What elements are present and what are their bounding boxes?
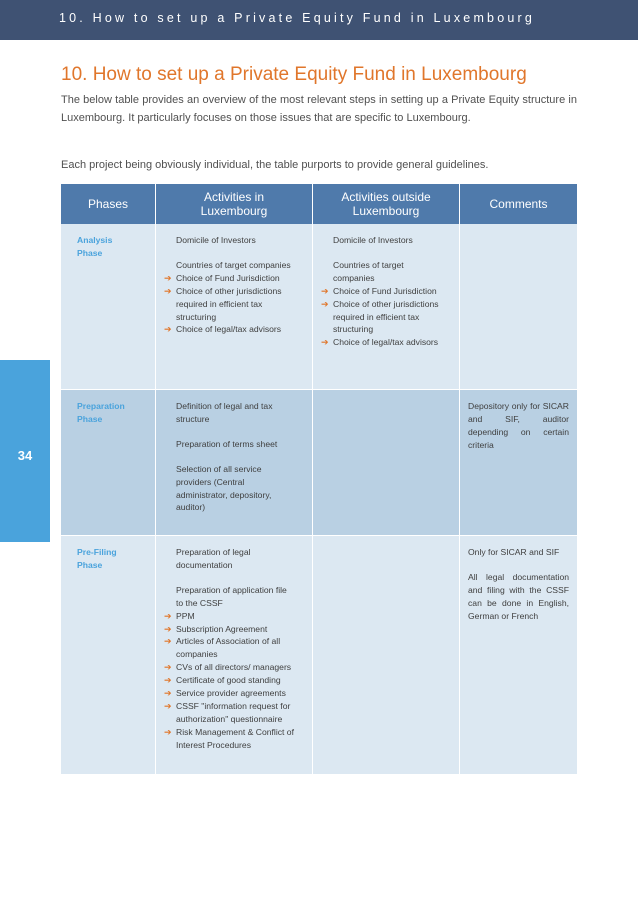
header-phases: Phases [61,184,156,224]
bullet-item: ➔ Subscription Agreement [164,623,268,634]
outside-activities-cell [313,224,460,389]
phase-cell [61,536,156,774]
arrow-right-icon: ➔ [164,324,172,335]
activity-text: Domicile of Investors [333,235,413,245]
header-activities-lux-label: Activities in Luxembourg [200,190,268,218]
arrow-right-icon: ➔ [164,636,172,647]
comment-text: All legal documentation and filing with the CSSF can be done in English, German or French [468,571,569,621]
phase-cell [61,390,156,535]
lux-activities-cell [156,390,313,535]
comments-cell [460,536,577,774]
phase-cell [61,224,156,389]
bullet-item: ➔ Choice of legal/tax advisors [321,337,439,348]
lux-activities-cell [156,536,313,774]
activity-text: Countries of target companies [176,259,291,270]
arrow-right-icon: ➔ [164,662,172,673]
arrow-right-icon: ➔ [164,285,172,296]
bullet-item: ➔ Risk Management & Conflict of Interest Procedures [164,726,294,750]
activity-text: Countries of target companies [333,259,404,283]
header-comments: Comments [489,197,548,211]
arrow-right-icon: ➔ [164,272,172,283]
table-row [61,389,577,535]
table-row [61,224,577,389]
bullet-item: ➔ Articles of Association of all companies [164,636,281,660]
bullet-item: ➔ Choice of other jurisdictions required in efficient tax structuring [164,285,282,322]
bullet-item: ➔ PPM [164,610,195,621]
header-title: 10. How to set up a Private Equity Fund in Luxembourg [59,11,536,25]
intro-note: Each project being obviously individual, the table purports to provide general guidelines. [61,159,489,171]
arrow-right-icon: ➔ [164,688,172,699]
arrow-right-icon: ➔ [321,337,329,348]
page-number: 34 [17,448,33,463]
bullet-item: ➔ Service provider agreements [164,688,286,699]
activity-text: Preparation of legal documentation [176,547,251,570]
activity-text: Domicile of Investors [176,235,256,245]
header-activities-lux [156,184,313,224]
table-row [61,535,577,774]
comments-cell [460,390,577,535]
comments-cell [460,224,577,389]
bullet-item: ➔ CSSF "information request for authorization" questionnaire [164,700,291,724]
header-bar [0,0,638,40]
phase-label: Analysis Phase [77,235,113,258]
outside-activities-cell [313,536,460,774]
intro-paragraph: The below table provides an overview of the most relevant steps in setting up a Private Equity structure in Luxembourg. It particularly focuses on those issues that are specific to Luxembourg. [61,94,577,124]
outside-activities-cell [313,390,460,535]
bullet-item: ➔ CVs of all directors/ managers [164,662,292,673]
phase-label: Preparation Phase [77,401,125,424]
table-header-row [61,184,577,224]
phase-label: Pre-Filing Phase [77,547,117,570]
bullet-item: ➔ Choice of other jurisdictions required in efficient tax structuring [321,298,439,335]
activity-text: Preparation of application file to the CSSF [176,584,287,608]
activity-text: Definition of legal and tax structure [176,401,273,424]
arrow-right-icon: ➔ [164,700,172,711]
bullet-item: ➔ Choice of Fund Jurisdiction [321,285,437,296]
arrow-right-icon: ➔ [164,610,172,621]
lux-activities-cell [156,224,313,389]
steps-table [61,184,577,774]
section-title: 10. How to set up a Private Equity Fund in Luxembourg [61,64,527,85]
header-activities-outside-label: Activities outside Luxembourg [341,190,431,218]
arrow-right-icon: ➔ [164,675,172,686]
arrow-right-icon: ➔ [321,298,329,309]
bullet-item: ➔ Certificate of good standing [164,675,281,686]
header-activities-outside [313,184,460,224]
bullet-item: ➔ Choice of legal/tax advisors [164,324,282,335]
arrow-right-icon: ➔ [164,726,172,737]
comment-text: Only for SICAR and SIF [468,547,560,557]
page-number-tab [0,360,50,542]
activity-text: Selection of all service providers (Central administrator, depository, auditor) [176,463,272,513]
arrow-right-icon: ➔ [321,285,329,296]
bullet-item: ➔ Choice of Fund Jurisdiction [164,272,280,283]
comment-text: Depository only for SICAR and SIF, auditor depending on certain criteria [468,401,569,450]
arrow-right-icon: ➔ [164,623,172,634]
activity-text: Preparation of terms sheet [176,438,278,449]
